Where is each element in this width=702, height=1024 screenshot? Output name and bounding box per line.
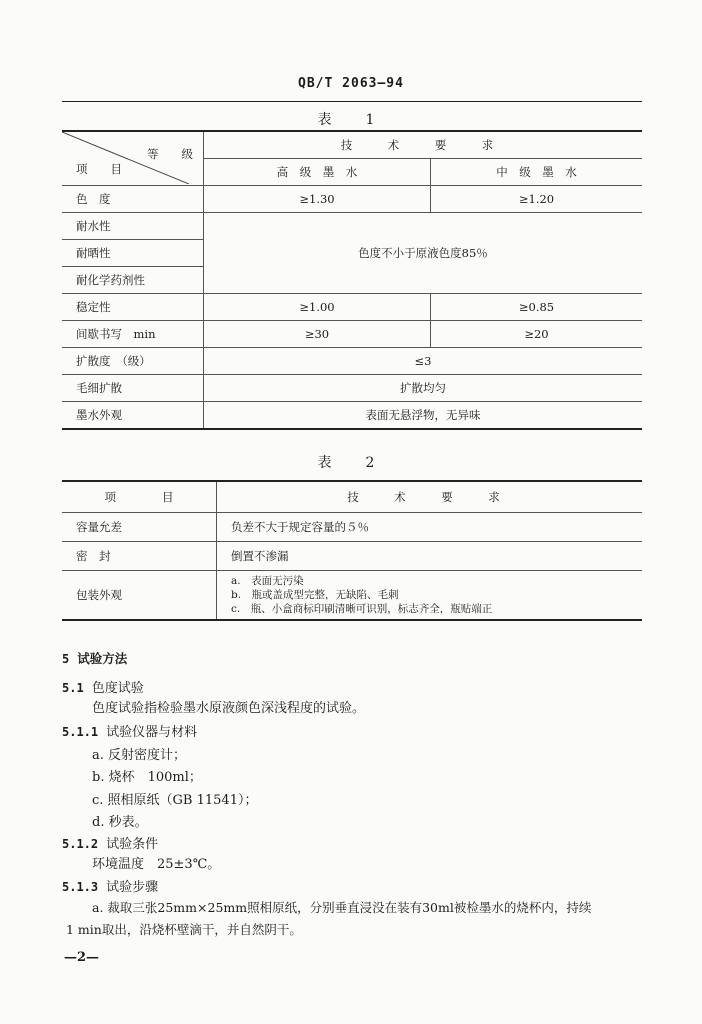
table-row [62, 213, 642, 240]
page-number: —2— [64, 950, 100, 965]
cell-high: ≥1.00 [204, 294, 431, 321]
section-5-1-1-heading [62, 721, 197, 740]
section-title: 试验仪器与材料 [106, 725, 198, 740]
row-label: 稳定性 [62, 294, 204, 321]
section-title: 试验条件 [106, 837, 159, 852]
section-number: 5.1.2 [62, 837, 99, 851]
cell-mid: ≥20 [431, 321, 643, 348]
corner-item-label: 项 目 [76, 162, 122, 176]
list-item: b. 瓶或盖成型完整，无缺陷、毛刺 [231, 588, 399, 601]
section-title: 试验步骤 [106, 880, 159, 895]
section-title: 试验方法 [77, 651, 128, 666]
list-item: c. 瓶、小盒商标印刷清晰可识别，标志齐全，瓶贴端正 [231, 602, 493, 615]
table1-corner-cell [62, 131, 204, 186]
table-row [62, 513, 642, 542]
section-5-1-heading [62, 677, 144, 696]
paragraph: 色度试验指检验墨水原液颜色深浅程度的试验。 [92, 701, 366, 716]
paragraph: a. 裁取三张25mm×25mm照相原纸，分别垂直浸没在装有30ml被检墨水的烧杯内，持续 [92, 900, 592, 915]
header-rule [62, 101, 642, 102]
cell-mid: ≥1.20 [431, 186, 643, 213]
table1-group-header: 技 术 要 求 [204, 131, 643, 159]
row-value-list [217, 571, 643, 621]
row-label: 耐化学药剂性 [62, 267, 204, 294]
table-row [62, 375, 642, 402]
row-label: 间歇书写 min [62, 321, 204, 348]
table-row [62, 321, 642, 348]
standard-number: QB/T 2063—94 [298, 76, 404, 91]
row-value: 负差不大于规定容量的５％ [217, 513, 643, 542]
row-label: 容量允差 [62, 513, 217, 542]
cell-mid: ≥0.85 [431, 294, 643, 321]
row-value: 倒置不渗漏 [217, 542, 643, 571]
merged-cell: 表面无悬浮物，无异味 [204, 402, 643, 430]
row-label: 毛细扩散 [62, 375, 204, 402]
row-label: 扩散度 （级） [62, 348, 204, 375]
section-title: 色度试验 [91, 681, 144, 696]
table-row [62, 571, 642, 621]
row-label: 包装外观 [62, 571, 217, 621]
table-row [62, 542, 642, 571]
table-row [62, 348, 642, 375]
section-5-heading [62, 649, 127, 667]
table-1 [62, 130, 642, 430]
section-number: 5 [62, 652, 70, 666]
row-label: 耐晒性 [62, 240, 204, 267]
row-label: 色 度 [62, 186, 204, 213]
list-item: b. 烧杯 100ml； [92, 770, 202, 785]
table2-caption: 表 2 [317, 455, 385, 471]
section-5-1-3-heading [62, 876, 158, 895]
section-number: 5.1.1 [62, 725, 99, 739]
merged-cell: ≤3 [204, 348, 643, 375]
table-2 [62, 480, 642, 621]
row-label: 密 封 [62, 542, 217, 571]
col-item-header: 项 目 [62, 481, 217, 513]
table-row [62, 402, 642, 430]
row-label: 墨水外观 [62, 402, 204, 430]
paragraph: 环境温度 25±3℃。 [92, 857, 221, 872]
corner-grade-label: 等 级 [147, 147, 193, 161]
merged-cell: 色度不小于原液色度85％ [204, 213, 643, 294]
list-item: c. 照相原纸（GB 11541）； [92, 793, 258, 808]
col-high-header: 高 级 墨 水 [204, 159, 431, 186]
cell-high: ≥30 [204, 321, 431, 348]
table1-caption: 表 1 [317, 112, 385, 128]
row-label: 耐水性 [62, 213, 204, 240]
list-item: a. 反射密度计； [92, 748, 187, 763]
col-mid-header: 中 级 墨 水 [431, 159, 643, 186]
list-item: a. 表面无污染 [231, 574, 304, 587]
table-row [62, 186, 642, 213]
section-number: 5.1.3 [62, 880, 99, 894]
section-number: 5.1 [62, 681, 84, 695]
cell-high: ≥1.30 [204, 186, 431, 213]
paragraph: 1 min取出，沿烧杯壁滴干，并自然阴干。 [66, 922, 302, 937]
merged-cell: 扩散均匀 [204, 375, 643, 402]
list-item: d. 秒表。 [92, 815, 148, 830]
section-5-1-2-heading [62, 833, 158, 852]
col-req-header: 技 术 要 求 [217, 481, 643, 513]
table-row [62, 294, 642, 321]
